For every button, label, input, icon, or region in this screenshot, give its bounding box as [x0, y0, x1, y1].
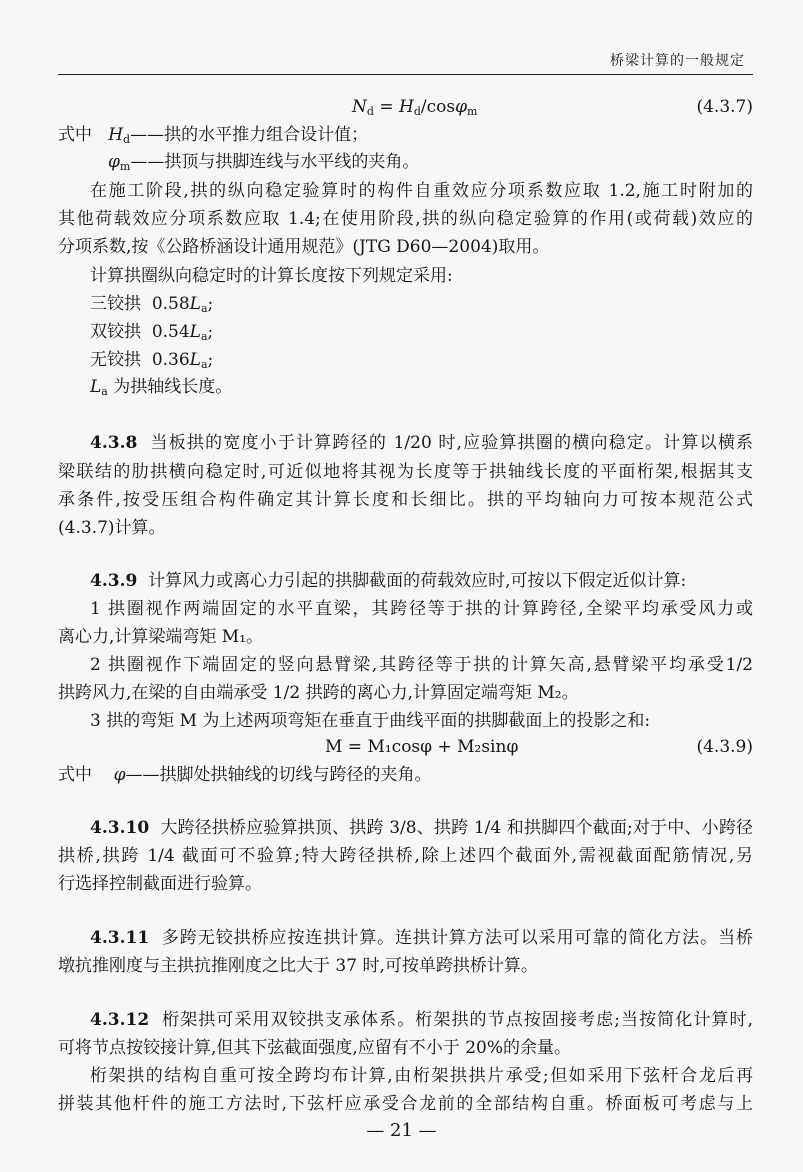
section-4-3-12-line: 4.3.12 桁架拱可采用双铰拱支承体系。桁架拱的节点按固接考虑;当按简化计算时,: [90, 1010, 753, 1030]
paragraph-line: 3 拱的弯矩 M 为上述两项弯矩在垂直于曲线平面的拱脚截面上的投影之和:: [90, 711, 651, 731]
list-item: 无铰拱 $0.36L_a$;: [90, 350, 214, 371]
paragraph-line: 分项系数,按《公路桥涵设计通用规范》(JTG D60—2004)取用。: [58, 237, 550, 257]
where-line-phi: $\varphi_m——$拱顶与拱脚连线与水平线的夹角。: [108, 152, 420, 173]
list-item: 双铰拱 $0.54L_a$;: [90, 322, 214, 343]
running-header: 桥梁计算的一般规定: [610, 53, 745, 69]
list-item: 三铰拱 $0.58L_a$;: [90, 294, 214, 315]
page-number: — 21 —: [366, 1120, 437, 1141]
paragraph-line: 1 拱圈视作两端固定的水平直梁，其跨径等于拱的计算跨径,全梁平均承受风力或: [90, 599, 753, 619]
equation-4-3-9: M = M₁cosφ + M₂sinφ: [325, 737, 519, 757]
equation-4-3-7: $N_d = H_d/\cos\varphi_m$: [352, 97, 478, 118]
paragraph-line: 拱桥,拱跨 1/4 截面可不验算;特大跨径拱桥,除上述四个截面外,需视截面配筋情况,另: [58, 846, 753, 866]
paragraph-line: 梁联结的肋拱横向稳定时,可近似地将其视为长度等于拱轴线长度的平面桁架,根据其支: [58, 462, 753, 482]
where-line-h: 式中 $H_d——$拱的水平推力组合设计值；: [58, 125, 369, 146]
equation-number: (4.3.9): [696, 737, 753, 757]
equation-number: (4.3.7): [696, 97, 753, 117]
paragraph-line: 其他荷载效应分项系数应取 1.4;在使用阶段,拱的纵向稳定验算的作用(或荷载)效应的: [58, 209, 753, 229]
paragraph-line: (4.3.7)计算。: [58, 518, 166, 538]
header-rule: [58, 74, 753, 75]
paragraph-line: 桁架拱的结构自重可按全跨均布计算,由桁架拱拱片承受;但如采用下弦杆合龙后再: [90, 1066, 753, 1086]
section-4-3-8-line: 4.3.8 当板拱的宽度小于计算跨径的 1/20 时,应验算拱圈的横向稳定。计算以横系: [90, 433, 753, 453]
paragraph-line: 承条件,按受压组合构件确定其计算长度和长细比。拱的平均轴向力可按本规范公式: [58, 490, 753, 510]
la-definition: $L_a$ 为拱轴线长度。: [90, 377, 233, 398]
paragraph-line: 在施工阶段,拱的纵向稳定验算时的构件自重效应分项系数应取 1.2,施工时附加的: [90, 181, 753, 201]
paragraph-line: 离心力,计算梁端弯矩 M₁。: [58, 627, 264, 647]
paragraph-line: 2 拱圈视作下端固定的竖向悬臂梁,其跨径等于拱的计算矢高,悬臂梁平均承受1/2: [90, 655, 753, 675]
paragraph-line: 计算拱圈纵向稳定时的计算长度按下列规定采用:: [90, 266, 453, 286]
paragraph-line: 墩抗推刚度与主拱抗推刚度之比大于 37 时,可按单跨拱桥计算。: [58, 956, 538, 976]
paragraph-line: 行选择控制截面进行验算。: [58, 874, 262, 894]
where-line-phi: 式中 φ——拱脚处拱轴线的切线与跨径的夹角。: [58, 765, 432, 785]
paragraph-line: 拼装其他杆件的施工方法时,下弦杆应承受合龙前的全部结构自重。桥面板可考虑与上: [58, 1094, 753, 1114]
section-4-3-11-line: 4.3.11 多跨无铰拱桥应按连拱计算。连拱计算方法可以采用可靠的简化方法。当桥: [90, 928, 753, 948]
paragraph-line: 可将节点按铰接计算,但其下弦截面强度,应留有不小于 20%的余量。: [58, 1038, 571, 1058]
section-4-3-9-line: 4.3.9 计算风力或离心力引起的拱脚截面的荷载效应时,可按以下假定近似计算:: [90, 571, 687, 591]
section-4-3-10-line: 4.3.10 大跨径拱桥应验算拱顶、拱跨 3/8、拱跨 1/4 和拱脚四个截面;对于中、小跨径: [90, 818, 753, 838]
paragraph-line: 拱跨风力,在梁的自由端承受 1/2 拱跨的离心力,计算固定端弯矩 M₂。: [58, 683, 579, 703]
